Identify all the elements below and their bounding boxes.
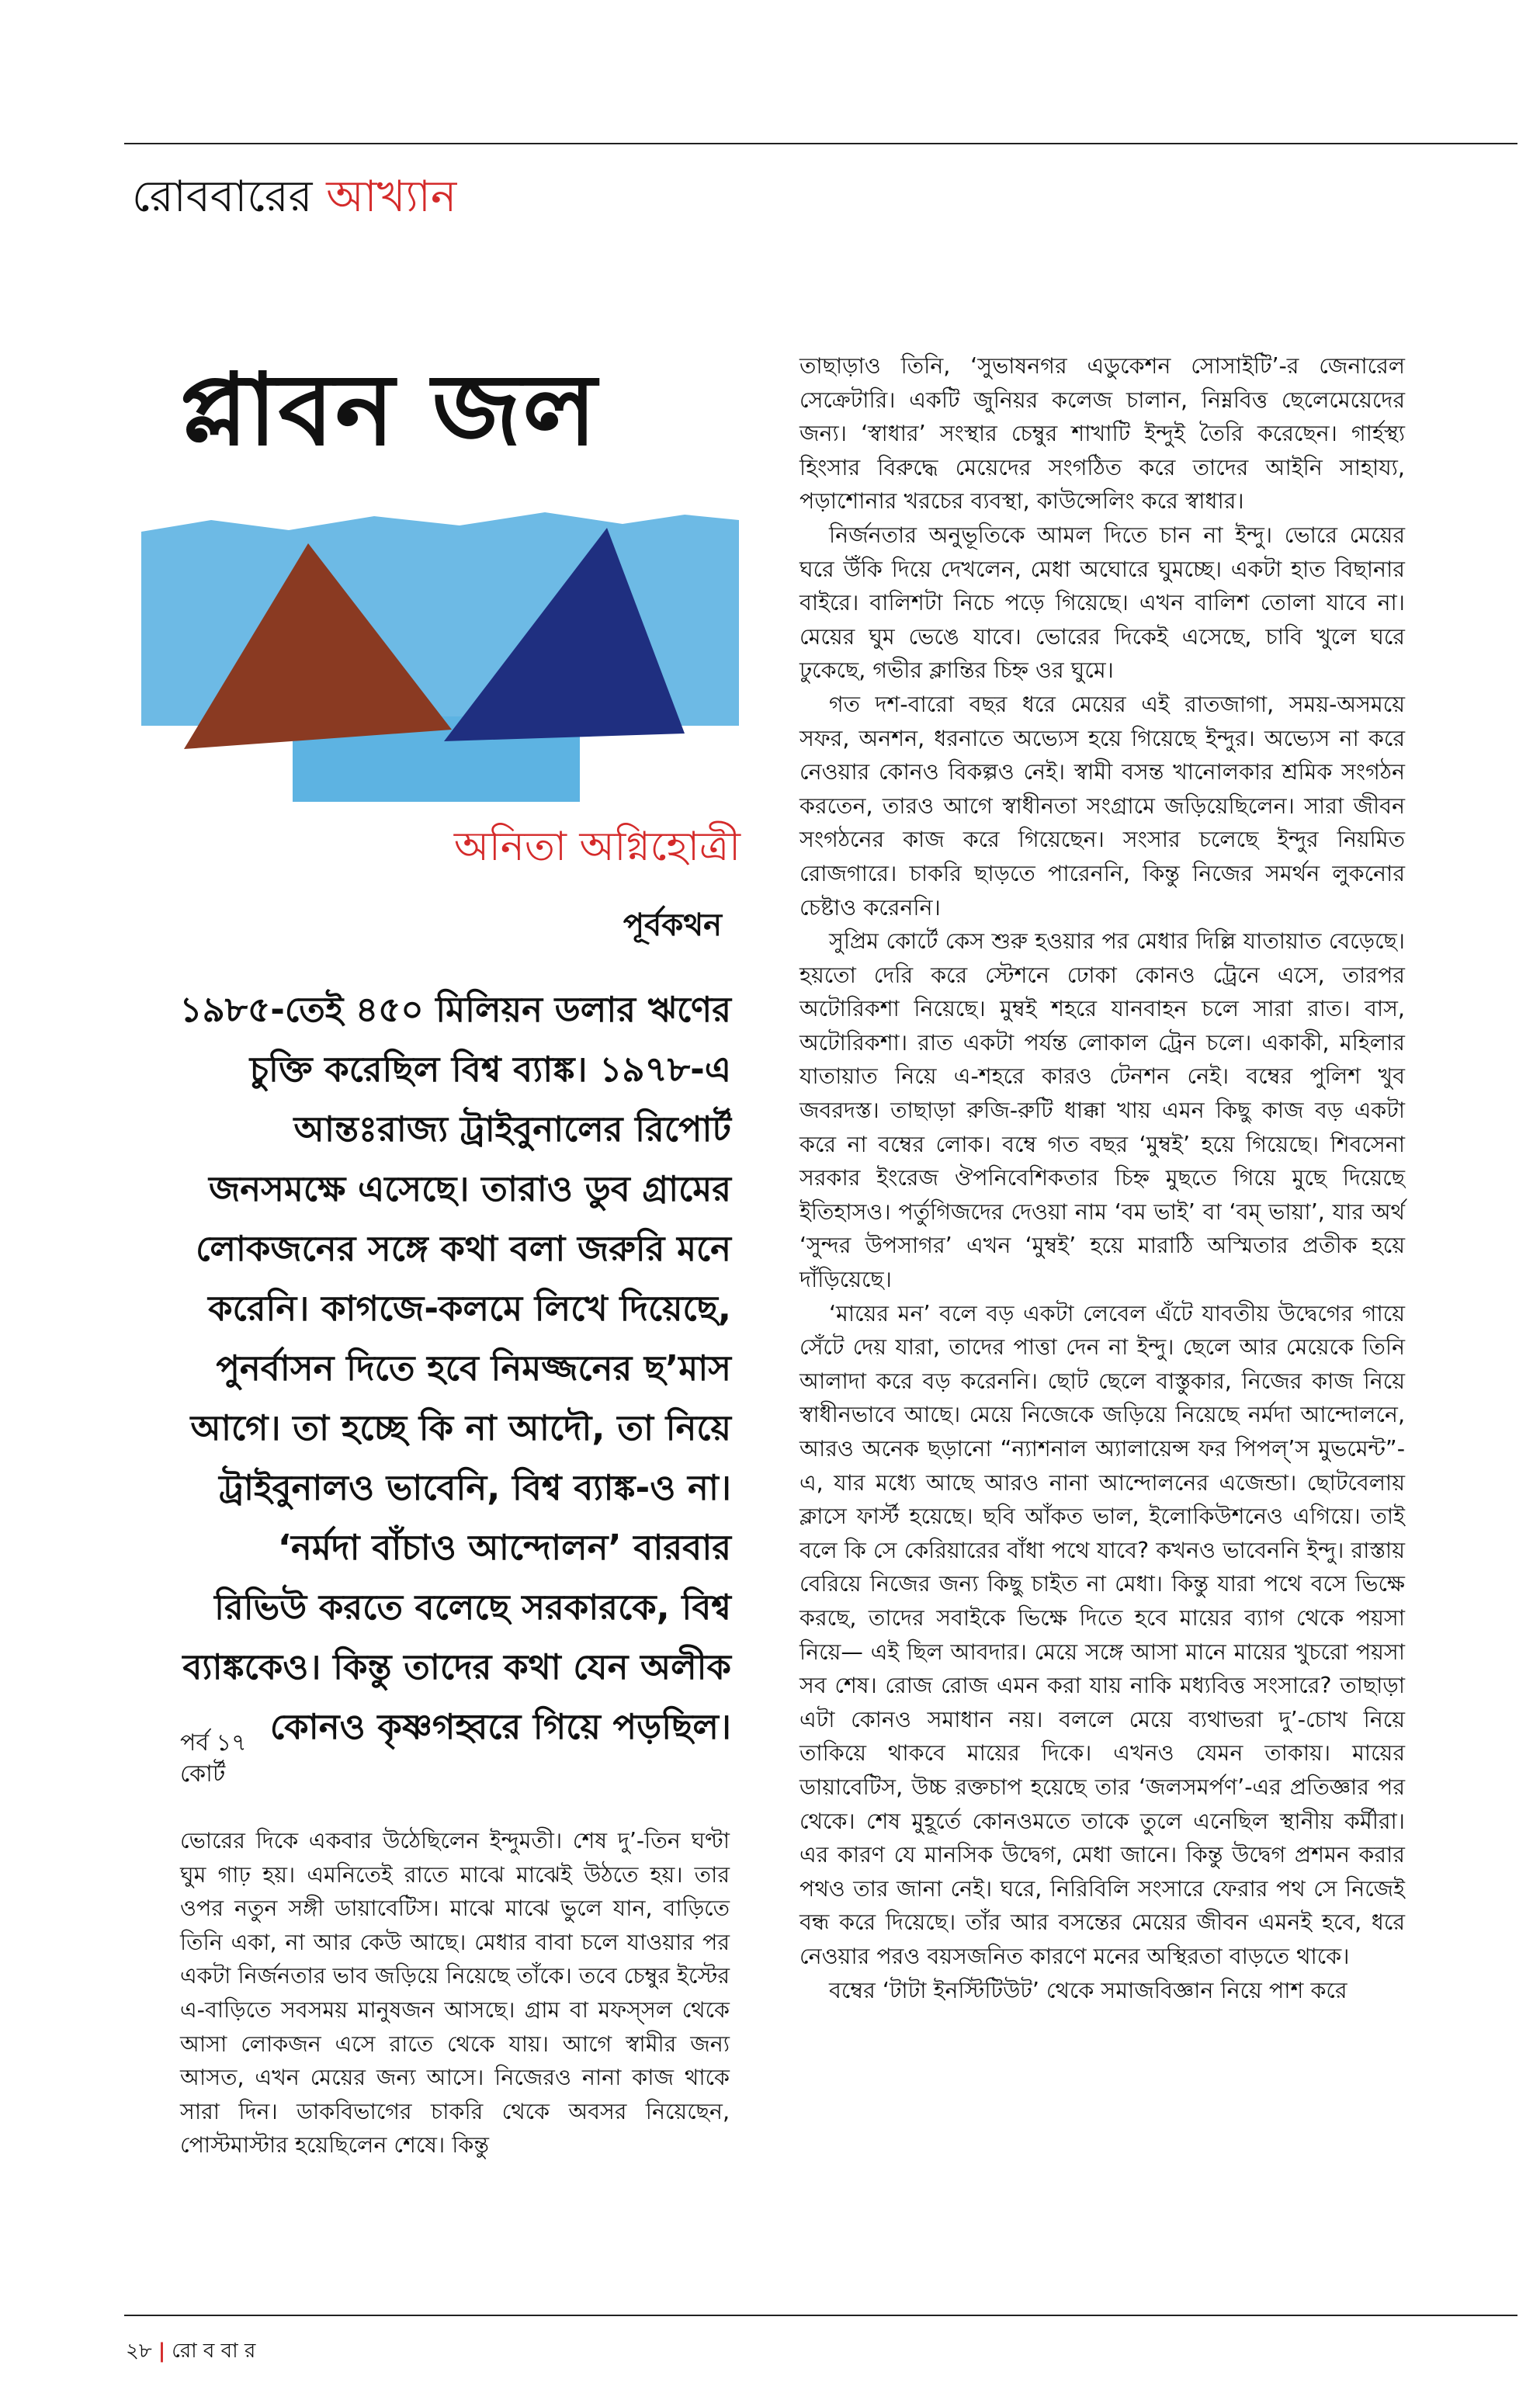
illustration (141, 470, 739, 803)
body-column-left (180, 1824, 730, 2162)
episode-number: পর্ব ১৭ (180, 1729, 247, 1757)
paragraph: সুপ্রিম কোর্টে কেস শুরু হওয়ার পর মেধার দিল্লি যাতায়াত বেড়েছে। হয়তো দেরি করে স্টেশনে ঢোকা কোনও ট্রেনে এসে, তারপর অটোরিকশা নিয়েছে। মুম্বই শহরে যানবাহন চলে সারা রাত। বাস, অটোরিকশা। রাত একটা পর্যন্ত লোকাল ট্রেন চলে। একাকী, মহিলার যাতায়াত নিয়ে এ-শহরে কারও টেনশন নেই। বম্বের পুলিশ খুব জবরদস্ত। তাছাড়া রুজি-রুটি ধাক্কা খায় এমন কিছু কাজ বড় একটা করে না বম্বের লোক। বম্বে গত বছর ‘মুম্বই’ হয়ে গিয়েছে। শিবসেনা সরকার ইংরেজ ঔপনিবেশিকতার চিহ্ন মুছতে গিয়ে মুছে দিয়েছে ইতিহাসও। পর্তুগিজদের দেওয়া নাম ‘বম ভাই’ বা ‘বম্ ভায়া’, যার অর্থ ‘সুন্দর উপসাগর’ এখন ‘মুম্বই’ হয়ে মারাঠি অস্মিতার প্রতীক হয়ে দাঁড়িয়েছে। (799, 928, 1405, 1293)
page-number: ২৮ (126, 2339, 152, 2363)
section-accent: আখ্যান (326, 172, 457, 222)
episode-label (180, 1728, 247, 1790)
body-column-right (799, 349, 1405, 2007)
magazine-name: রো ব বা র (172, 2339, 256, 2363)
top-rule (124, 143, 1517, 144)
paragraph: ‘মায়ের মন’ বলে বড় একটা লেবেল এঁটে যাবতীয় উদ্বেগের গায়ে সেঁটে দেয় যারা, তাদের পাত্তা দেন না ইন্দু। ছেলে আর মেয়েকে তিনি আলাদা করে বড় করেননি। ছোট ছেলে বাস্তুকার, নিজের কাজ নিয়ে স্বাধীনভাবে আছে। মেয়ে নিজেকে জড়িয়ে নিয়েছে নর্মদা আন্দোলনে, আরও অনেক ছড়ানো “ন্যাশনাল অ্যালায়েন্স ফর পিপল্’স মুভমেন্ট”-এ, যার মধ্যে আছে আরও নানা আন্দোলনের এজেন্ডা। ছোটবেলায় ক্লাসে ফার্স্ট হয়েছে। ছবি আঁকত ভাল, ইলোকিউশনেও এগিয়ে। তাই বলে কি সে কেরিয়ারের বাঁধা পথে যাবে? কখনও ভাবেননি ইন্দু। রাস্তায় বেরিয়ে নিজের জন্য কিছু চাইত না মেধা। কিন্তু যারা পথে বসে ভিক্ষে করছে, তাদের সবাইকে ভিক্ষে দিতে হবে মায়ের ব্যাগ থেকে পয়সা নিয়ে— এই ছিল আবদার। মেয়ে সঙ্গে আসা মানে মায়ের খুচরো পয়সা সব শেষ। রোজ রোজ এমন করা যায় নাকি মধ্যবিত্ত সংসারে? তাছাড়া এটা কোনও সমাধান নয়। বললে মেয়ে ব্যথাভরা দু’-চোখ নিয়ে তাকিয়ে থাকবে মায়ের দিকে। এখনও যেমন তাকায়। মায়ের ডায়াবেটিস, উচ্চ রক্তচাপ হয়েছে তার ‘জলসমর্পণ’-এর প্রতিজ্ঞার পর থেকে। শেষ মুহূর্তে কোনওমতে তাকে তুলে এনেছিল স্থানীয় কর্মীরা। এর কারণ যে মানসিক উদ্বেগ, মেধা জানে। কিন্তু উদ্বেগ প্রশমন করার পথও তার জানা নেই। ঘরে, নিরিবিলি সংসারে ফেরার পথ সে নিজেই বন্ধ করে দিয়েছে। তাঁর আর বসন্তের মেয়ের জীবন এমনই হবে, ধরে নেওয়ার পরও বয়সজনিত কারণে মনের অস্থিরতা বাড়তে থাকে। (799, 1300, 1405, 1969)
pull-quote: ১৯৮৫-তেই ৪৫০ মিলিয়ন ডলার ঋণের চুক্তি করেছিল বিশ্ব ব্যাঙ্ক। ১৯৭৮-এ আন্তঃরাজ্য ট্রাইবুনালের রিপোর্ট জনসমক্ষে এসেছে। তারাও ডুব গ্রামের লোকজনের সঙ্গে কথা বলা জরুরি মনে করেনি। কাগজে-কলমে লিখে দিয়েছে, পুনর্বাসন দিতে হবে নিমজ্জনের ছ’মাস আগে। তা হচ্ছে কি না আদৌ, তা নিয়ে ট্রাইবুনালও ভাবেনি, বিশ্ব ব্যাঙ্ক-ও না। ‘নর্মদা বাঁচাও আন্দোলন’ বারবার রিভিউ করতে বলেছে সরকারকে, বিশ্ব ব্যাঙ্ককেও। কিন্তু তাদের কথা যেন অলীক কোনও কৃষ্ণগহ্বরে গিয়ে পড়ছিল। (179, 989, 731, 1747)
prologue-heading: পূর্বকথন (623, 907, 722, 943)
bottom-rule (124, 2315, 1517, 2316)
paragraph: নির্জনতার অনুভূতিকে আমল দিতে চান না ইন্দু। ভোরে মেয়ের ঘরে উঁকি দিয়ে দেখলেন, মেধা অঘোরে ঘুমচ্ছে। একটা হাত বিছানার বাইরে। বালিশটা নিচে পড়ে গিয়েছে। এখন বালিশ তোলা যাবে না। মেয়ের ঘুম ভেঙে যাবে। ভোরের দিকেই এসেছে, চাবি খুলে ঘরে ঢুকেছে, গভীর ক্লান্তির চিহ্ন ওর ঘুমে। (799, 522, 1405, 684)
paragraph: ভোরের দিকে একবার উঠেছিলেন ইন্দুমতী। শেষ দু’-তিন ঘণ্টা ঘুম গাঢ় হয়। এমনিতেই রাতে মাঝে মাঝেই উঠতে হয়। তার ওপর নতুন সঙ্গী ডায়াবেটিস। মাঝে মাঝে ভুলে যান, বাড়িতে তিনি একা, না আর কেউ আছে। মেধার বাবা চলে যাওয়ার পর একটা নির্জনতার ভাব জড়িয়ে নিয়েছে তাঁকে। তবে চেম্বুর ইস্টের এ-বাড়িতে সবসময় মানুষজন আসছে। গ্রাম বা মফস্সল থেকে আসা লোকজন এসে রাতে থেকে যায়। আগে স্বামীর জন্য আসত, এখন মেয়ের জন্য আসে। নিজেরও নানা কাজ থাকে সারা দিন। ডাকবিভাগের চাকরি থেকে অবসর নিয়েছেন, পোস্টমাস্টার হয়েছিলেন শেষে। কিন্তু (180, 1828, 730, 2159)
author-name: অনিতা অগ্নিহোত্রী (453, 824, 741, 870)
paragraph: তাছাড়াও তিনি, ‘সুভাষনগর এডুকেশন সোসাইটি’-র জেনারেল সেক্রেটারি। একটি জুনিয়র কলেজ চালান, নিম্নবিত্ত ছেলেমেয়েদের জন্য। ‘স্বাধার’ সংস্থার চেম্বুর শাখাটি ইন্দুই তৈরি করেছেন। গার্হস্থ্য হিংসার বিরুদ্ধে মেয়েদের সংগঠিত করে তাদের আইনি সাহায্য, পড়াশোনার খরচের ব্যবস্থা, কাউন্সেলিং করে স্বাধার। (799, 353, 1405, 515)
footer-separator: | (158, 2339, 166, 2363)
section-prefix: রোববারের (132, 172, 313, 222)
paragraph: বম্বের ‘টাটা ইনস্টিটিউট’ থেকে সমাজবিজ্ঞান নিয়ে পাশ করে (829, 1977, 1348, 2003)
paragraph: গত দশ-বারো বছর ধরে মেয়ের এই রাতজাগা, সময়-অসময়ে সফর, অনশন, ধরনাতে অভ্যেস হয়ে গিয়েছে ইন্দুর। অভ্যেস না করে নেওয়ার কোনও বিকল্পও নেই। স্বামী বসন্ত খানোলকার শ্রমিক সংগঠন করতেন, তারও আগে স্বাধীনতা সংগ্রামে জড়িয়েছিলেন। সারা জীবন সংগঠনের কাজ করে গিয়েছেন। সংসার চলেছে ইন্দুর নিয়মিত রোজগারে। চাকরি ছাড়তে পারেননি, কিন্তু নিজের সমর্থন লুকনোর চেষ্টাও করেননি। (799, 691, 1405, 921)
chapter-title: কোর্ট (180, 1760, 226, 1788)
section-header (132, 163, 456, 236)
page-footer (126, 2335, 255, 2369)
article-title: প্লাবন জল (180, 352, 598, 468)
